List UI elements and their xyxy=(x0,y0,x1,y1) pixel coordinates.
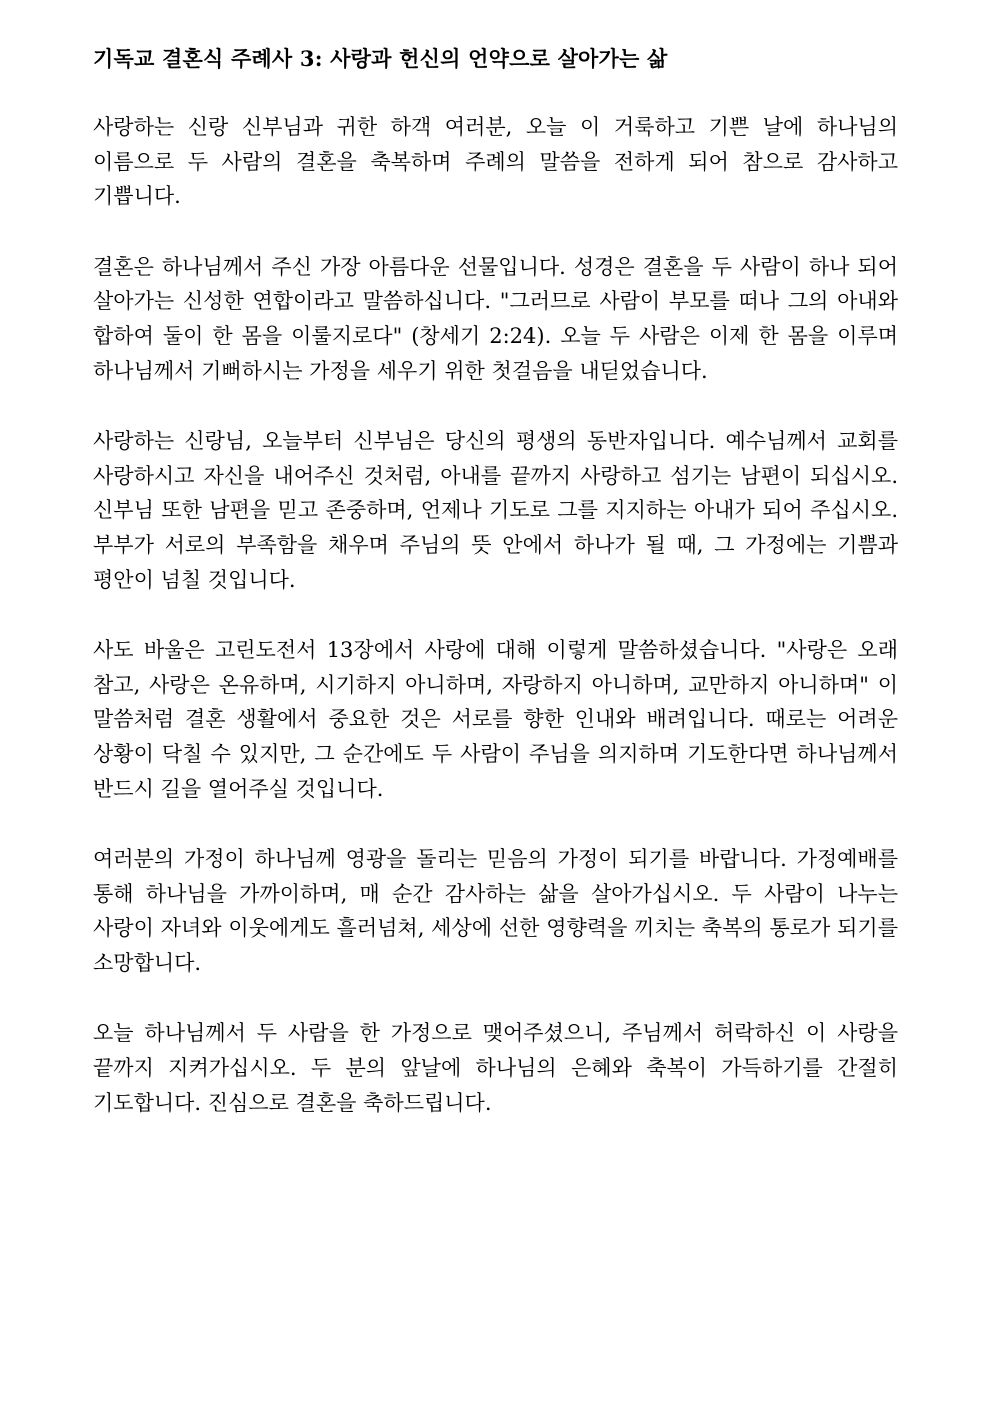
document-page xyxy=(93,44,898,1156)
paragraph-love-chapter: 사도 바울은 고린도전서 13장에서 사랑에 대해 이렇게 말씀하셨습니다. "사랑은 오래 참고, 사랑은 온유하며, 시기하지 아니하며, 자랑하지 아니하며, 교만하지 아니하며" 이 말씀처럼 결혼 생활에서 중요한 것은 서로를 향한 인내와 배려입니다. 때로는 어려운 상황이 닥칠 수 있지만, 그 순간에도 두 사람이 주님을 의지하며 기도한다면 하나님께서 반드시 길을 열어주실 것입니다. xyxy=(93,638,898,801)
paragraph-closing-blessing: 오늘 하나님께서 두 사람을 한 가정으로 맺어주셨으니, 주님께서 허락하신 이 사랑을 끝까지 지켜가십시오. 두 분의 앞날에 하나님의 은혜와 축복이 가득하기를 간절히 기도합니다. 진심으로 결혼을 축하드립니다. xyxy=(93,1021,898,1115)
paragraph-marriage-gift: 결혼은 하나님께서 주신 가장 아름다운 선물입니다. 성경은 결혼을 두 사람이 하나 되어 살아가는 신성한 연합이라고 말씀하십니다. "그러므로 사람이 부모를 떠나 그의 아내와 합하여 둘이 한 몸을 이룰지로다" (창세기 2:24). 오늘 두 사람은 이제 한 몸을 이루며 하나님께서 기뻐하시는 가정을 세우기 위한 첫걸음을 내딛었습니다. xyxy=(93,254,899,383)
paragraph-family-of-faith: 여러분의 가정이 하나님께 영광을 돌리는 믿음의 가정이 되기를 바랍니다. 가정예배를 통해 하나님을 가까이하며, 매 순간 감사하는 삶을 살아가십시오. 두 사람이 나누는 사랑이 자녀와 이웃에게도 흘러넘쳐, 세상에 선한 영향력을 끼치는 축복의 통로가 되기를 소망합니다. xyxy=(93,847,898,975)
document-title: 기독교 결혼식 주례사 3: 사랑과 헌신의 언약으로 살아가는 삶 xyxy=(93,46,668,71)
paragraph-greeting: 사랑하는 신랑 신부님과 귀한 하객 여러분, 오늘 이 거룩하고 기쁜 날에 하나님의 이름으로 두 사람의 결혼을 축복하며 주례의 말씀을 전하게 되어 참으로 감사하고 기쁩니다. xyxy=(93,115,898,209)
paragraph-groom-bride: 사랑하는 신랑님, 오늘부터 신부님은 당신의 평생의 동반자입니다. 예수님께서 교회를 사랑하시고 자신을 내어주신 것처럼, 아내를 끝까지 사랑하고 섬기는 남편이 되십시오. 신부님 또한 남편을 믿고 존중하며, 언제나 기도로 그를 지지하는 아내가 되어 주십시오. 부부가 서로의 부족함을 채우며 주님의 뜻 안에서 하나가 될 때, 그 가정에는 기쁨과 평안이 넘칠 것입니다. xyxy=(93,429,898,592)
